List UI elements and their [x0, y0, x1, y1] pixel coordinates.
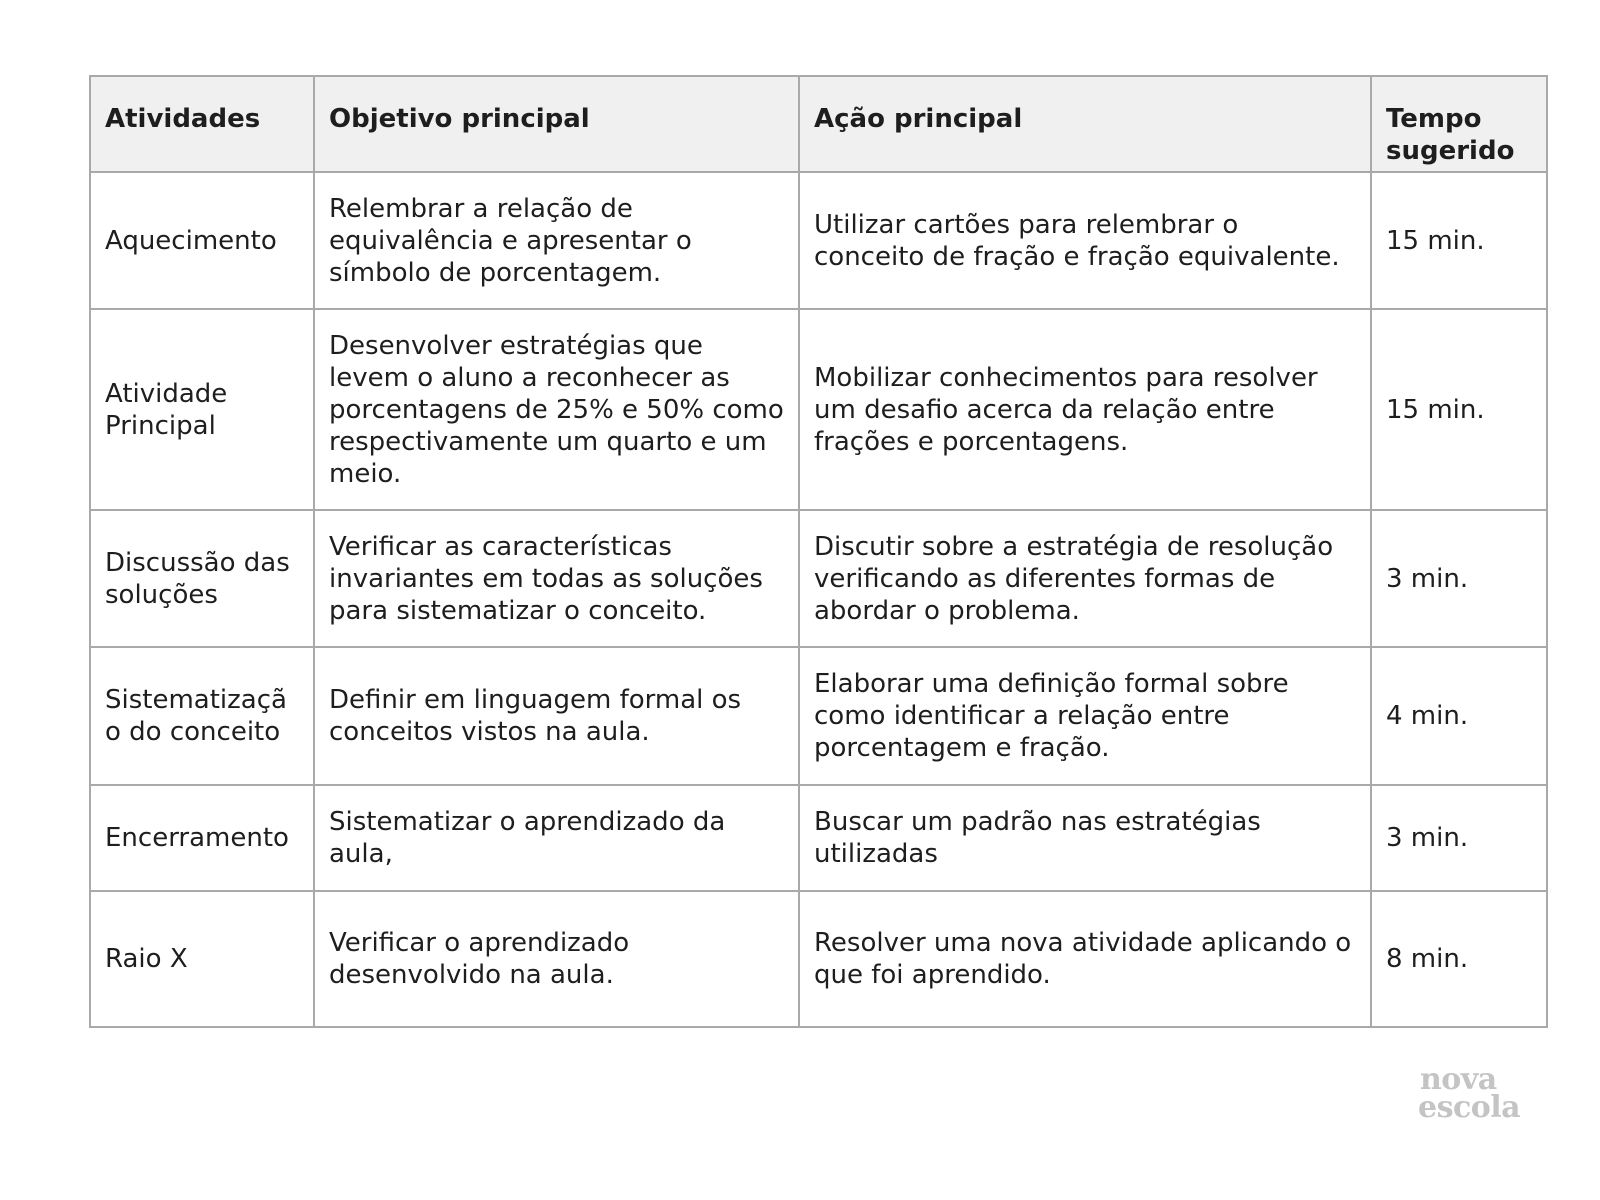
cell-objetivo: Verificar o aprendizado desenvolvido na aula.	[314, 891, 799, 1027]
cell-atividade: Encerramento	[90, 785, 314, 891]
lesson-plan-table	[89, 75, 1548, 1028]
header-acao: Ação principal	[799, 76, 1371, 172]
cell-acao: Utilizar cartões para relembrar o conceito de fração e fração equivalente.	[799, 172, 1371, 309]
header-atividades: Atividades	[90, 76, 314, 172]
table-body	[90, 172, 1547, 1027]
cell-atividade: Atividade Principal	[90, 309, 314, 510]
cell-acao: Discutir sobre a estratégia de resolução verificando as diferentes formas de abordar o problema.	[799, 510, 1371, 647]
table-row	[90, 309, 1547, 510]
header-objetivo: Objetivo principal	[314, 76, 799, 172]
cell-acao: Buscar um padrão nas estratégias utilizadas	[799, 785, 1371, 891]
table-row	[90, 510, 1547, 647]
logo-line-escola: escola	[1418, 1090, 1521, 1125]
cell-objetivo: Relembrar a relação de equivalência e apresentar o símbolo de porcentagem.	[314, 172, 799, 309]
table-row	[90, 891, 1547, 1027]
cell-tempo: 3 min.	[1371, 785, 1547, 891]
cell-acao: Elaborar uma definição formal sobre como identificar a relação entre porcentagem e fração.	[799, 647, 1371, 785]
header-row	[90, 76, 1547, 172]
table-row	[90, 172, 1547, 309]
cell-atividade: Aquecimento	[90, 172, 314, 309]
cell-objetivo: Verificar as características invariantes em todas as soluções para sistematizar o conceito.	[314, 510, 799, 647]
cell-tempo: 3 min.	[1371, 510, 1547, 647]
cell-acao: Resolver uma nova atividade aplicando o que foi aprendido.	[799, 891, 1371, 1027]
nova-escola-logo	[1418, 1062, 1536, 1125]
cell-acao: Mobilizar conhecimentos para resolver um desafio acerca da relação entre frações e porcentagens.	[799, 309, 1371, 510]
cell-atividade: Sistematização do conceito	[90, 647, 314, 785]
cell-tempo: 4 min.	[1371, 647, 1547, 785]
header-tempo: Tempo sugerido	[1371, 76, 1547, 172]
cell-atividade: Discussão das soluções	[90, 510, 314, 647]
cell-objetivo: Desenvolver estratégias que levem o aluno a reconhecer as porcentagens de 25% e 50% como respectivamente um quarto e um meio.	[314, 309, 799, 510]
cell-atividade: Raio X	[90, 891, 314, 1027]
cell-objetivo: Definir em linguagem formal os conceitos vistos na aula.	[314, 647, 799, 785]
cell-tempo: 15 min.	[1371, 309, 1547, 510]
cell-objetivo: Sistematizar o aprendizado da aula,	[314, 785, 799, 891]
table-row	[90, 785, 1547, 891]
table-row	[90, 647, 1547, 785]
table-header	[90, 76, 1547, 172]
cell-tempo: 8 min.	[1371, 891, 1547, 1027]
logo-line-nova: nova	[1420, 1062, 1497, 1097]
cell-tempo: 15 min.	[1371, 172, 1547, 309]
